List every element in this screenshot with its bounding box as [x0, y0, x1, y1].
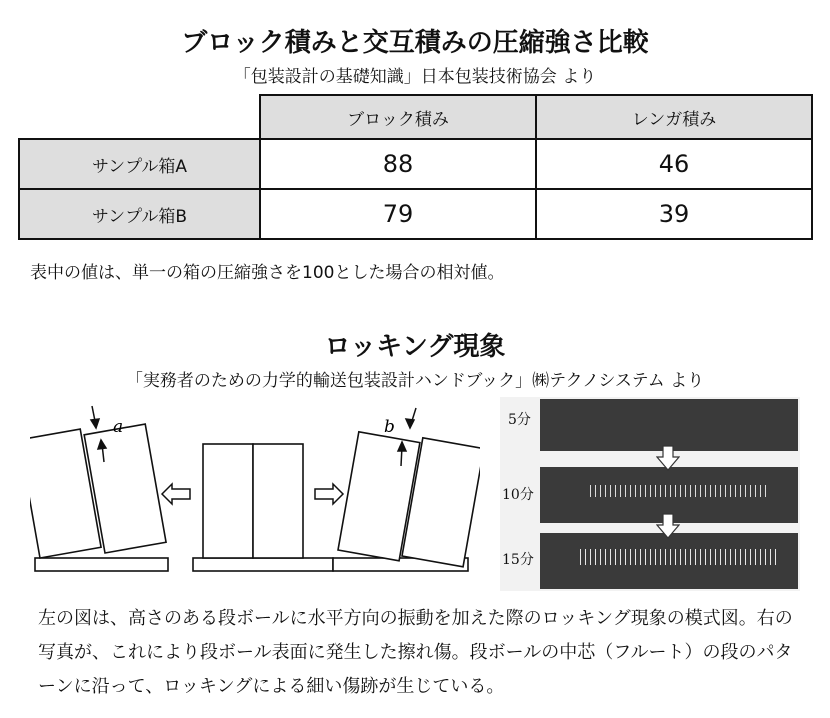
center-base [193, 558, 333, 571]
column-header-block: ブロック積み [260, 95, 536, 139]
compression-table [18, 94, 813, 240]
photo-label-15min: 15分 [502, 552, 534, 568]
table-note: 表中の値は、単一の箱の圧縮強さを100とした場合の相対値。 [30, 263, 505, 283]
compression-title: ブロック積みと交互積みの圧縮強さ比較 [181, 28, 649, 58]
rocking-source: 「実務者のための力学的輸送包装設計ハンドブック」㈱テクノシステム より [125, 371, 705, 391]
photo-label-10min: 10分 [502, 487, 534, 503]
photo-label-5min: 5分 [508, 412, 531, 428]
gap-b-arrowhead-down-icon [406, 419, 414, 428]
rocking-diagram [30, 398, 480, 578]
down-arrow-icon [656, 513, 680, 539]
row-label-sample-b: サンプル箱B [19, 189, 260, 239]
gap-label-a: a [113, 417, 124, 437]
scratch-marks-15min [580, 549, 780, 565]
abrasion-photo [500, 397, 800, 591]
arrow-left-icon [162, 484, 190, 504]
table-header-row [19, 95, 812, 139]
gap-label-b: b [384, 417, 395, 437]
row-label-sample-a: サンプル箱A [19, 139, 260, 189]
center-box-1 [203, 444, 253, 558]
center-box-2 [253, 444, 303, 558]
cell-a-block: 88 [260, 139, 536, 189]
photo-panel-15min [540, 533, 798, 589]
gap-a-arrowhead-down-icon [91, 419, 99, 428]
rocking-title: ロッキング現象 [324, 332, 506, 362]
cell-b-brick: 39 [536, 189, 812, 239]
cell-b-block: 79 [260, 189, 536, 239]
arrow-right-icon [315, 484, 343, 504]
table-row [19, 139, 812, 189]
compression-source: 「包装設計の基礎知識」日本包装技術協会 より [233, 67, 597, 87]
cell-a-brick: 46 [536, 139, 812, 189]
left-base [35, 558, 168, 571]
table-row [19, 189, 812, 239]
photo-panel-5min [540, 399, 798, 451]
scratch-marks-10min [590, 485, 770, 497]
column-header-brick: レンガ積み [536, 95, 812, 139]
down-arrow-icon [656, 445, 680, 471]
rocking-description: 左の図は、高さのある段ボールに水平方向の振動を加えた際のロッキング現象の模式図。右の写真が、これにより段ボール表面に発生した擦れ傷。段ボールの中芯（フルート）の段のパターンに沿って、ロッキングによる細い傷跡が生じている。 [38, 608, 793, 697]
